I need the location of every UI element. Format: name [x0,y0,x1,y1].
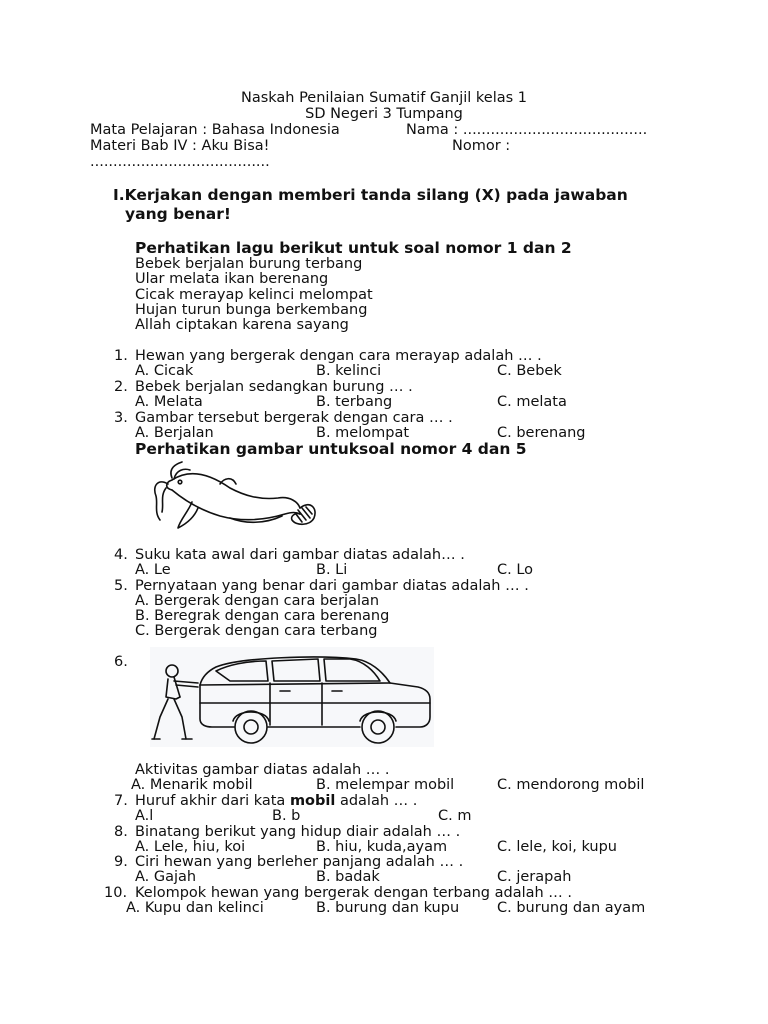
option-b: B. b [272,808,301,824]
song-line: Ular melata ikan berenang [135,271,329,287]
question-text-before: Huruf akhir dari kata [135,793,286,809]
option-c: C. Lo [497,562,534,578]
question-keyword: mobil [289,793,336,809]
option-c: C. Bebek [497,363,562,379]
option-a: A. Gajah [135,869,197,885]
option-c: C. burung dan ayam [497,900,646,916]
page-title: Naskah Penilaian Sumatif Ganjil kelas 1 [240,90,528,106]
song-line: Hujan turun bunga berkembang [135,302,368,318]
option-a: A. Lele, hiu, koi [135,839,246,855]
option-b: B. badak [316,869,380,885]
question-text: Pernyataan yang benar dari gambar diatas adalah … . [135,578,529,594]
subject-label: Mata Pelajaran : Bahasa Indonesia [90,122,340,138]
school-name: SD Negeri 3 Tumpang [305,106,463,122]
name-field: Nama : ........................................ [406,122,648,138]
question-text: Kelompok hewan yang bergerak dengan terbang adalah … . [135,885,573,901]
question-number: 3. [114,410,128,426]
question-text: Suku kata awal dari gambar diatas adalah… . [135,547,465,563]
instruction-line1: I.Kerjakan dengan memberi tanda silang (X) pada jawaban [113,186,628,204]
option-a: A. Berjalan [135,425,214,441]
option-c: C. mendorong mobil [497,777,645,793]
option-c: C. melata [497,394,567,410]
question-number: 6. [114,654,128,670]
question-text-after: adalah … . [339,793,418,809]
question-number: 2. [114,379,128,395]
question-text: Gambar tersebut bergerak dengan cara … . [135,410,453,426]
question-number: 5. [114,578,128,594]
number-label: Nomor : [452,138,511,154]
option-b: B. melempar mobil [316,777,455,793]
option-c: C. Bergerak dengan cara terbang [135,623,378,639]
question-number: 4. [114,547,128,563]
song-line: Bebek berjalan burung terbang [135,256,363,272]
instruction-line2: yang benar! [125,205,231,223]
question-text [135,793,417,809]
number-dots: ....................................... [90,154,270,170]
song-line: Cicak merayap kelinci melompat [135,287,373,303]
song-heading: Perhatikan lagu berikut untuk soal nomor 1 dan 2 [135,239,572,257]
question-number: 9. [114,854,128,870]
option-b: B. Li [316,562,348,578]
option-b: B. burung dan kupu [316,900,460,916]
song-line: Allah ciptakan karena sayang [135,317,349,333]
question-number: 8. [114,824,128,840]
question-number: 7. [114,793,128,809]
question-text: Ciri hewan yang berleher panjang adalah … . [135,854,464,870]
question-number: 10. [104,885,128,901]
option-a: A. Menarik mobil [131,777,253,793]
question-number: 1. [114,348,128,364]
option-b: B. terbang [316,394,393,410]
question-text: Binatang berikut yang hidup diair adalah … . [135,824,461,840]
option-b: B. melompat [316,425,410,441]
material-label: Materi Bab IV : Aku Bisa! [90,138,270,154]
option-b: B. Beregrak dengan cara berenang [135,608,390,624]
option-a: A. Le [135,562,171,578]
option-a: A.l [135,808,154,824]
question-text: Bebek berjalan sedangkan burung … . [135,379,413,395]
question-text: Hewan yang bergerak dengan cara merayap adalah … . [135,348,542,364]
option-c: C. jerapah [497,869,572,885]
option-b: B. hiu, kuda,ayam [316,839,448,855]
option-a: A. Melata [135,394,203,410]
option-c: C. berenang [497,425,586,441]
option-c: C. lele, koi, kupu [497,839,617,855]
option-a: A. Cicak [135,363,194,379]
option-a: A. Kupu dan kelinci [126,900,264,916]
question-text: Aktivitas gambar diatas adalah … . [135,762,390,778]
option-c: C. m [438,808,472,824]
option-b: B. kelinci [316,363,382,379]
option-a: A. Bergerak dengan cara berjalan [135,593,380,609]
picture-heading: Perhatikan gambar untuksoal nomor 4 dan 5 [135,440,527,458]
catfish-image [150,460,320,538]
push-car-image [150,647,434,747]
